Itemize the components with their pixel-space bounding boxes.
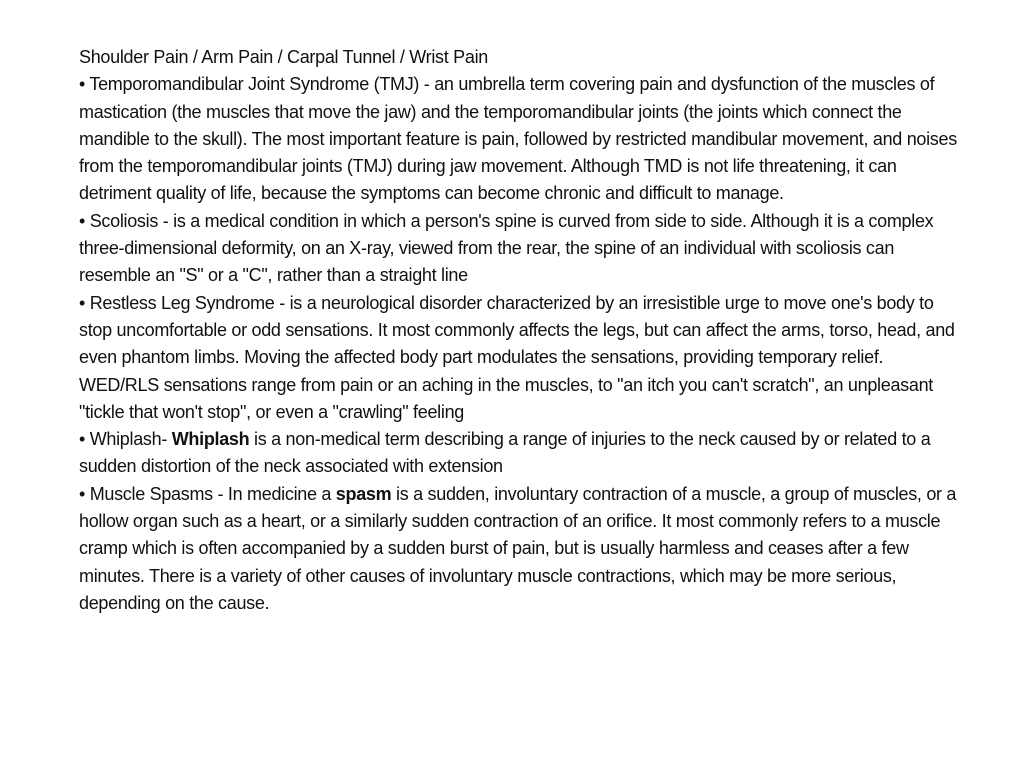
bullet-tmj: • Temporomandibular Joint Syndrome (TMJ) - an umbrella term covering pain and dysfunction of the muscles of mastication (the muscles that move the jaw) and the temporomandibular joints (the joints which connect the mandible to the skull). The most important feature is pain, followed by restricted mandibular movement, and noises from the temporomandibular joints (TMJ) during jaw movement. Although TMD is not life threatening, it can detriment quality of life, because the symptoms can become chronic and difficult to manage. <box>79 74 957 204</box>
muscle-spasms-prefix: • Muscle Spasms - In medicine a <box>79 483 336 504</box>
slide-text-body <box>79 44 959 617</box>
spasm-term: spasm <box>335 483 392 504</box>
whiplash-description: is a non-medical term describing a range of injuries to the neck caused by or related to a sudden distortion of the neck associated with extension <box>79 429 931 477</box>
bullet-scoliosis: • Scoliosis - is a medical condition in which a person's spine is curved from side to side. Although it is a complex three-dimensional deformity, on an X-ray, viewed from the rear, the spine of an individual with scoliosis can resemble an "S" or a "C", rather than a straight line <box>79 210 934 286</box>
whiplash-prefix: • Whiplash- <box>79 429 172 450</box>
bullet-restless-leg: • Restless Leg Syndrome - is a neurological disorder characterized by an irresistible urge to move one's body to stop uncomfortable or odd sensations. It most commonly affects the legs, but can affect the arms, torso, head, and even phantom limbs. Moving the affected body part modulates the sensations, providing temporary relief. <box>79 292 955 368</box>
bullet-whiplash <box>79 426 959 481</box>
heading-shoulder-pain: Shoulder Pain / Arm Pain / Carpal Tunnel / Wrist Pain <box>79 47 488 67</box>
whiplash-term: Whiplash <box>171 429 250 450</box>
muscle-spasms-description: is a sudden, involuntary contraction of a muscle, a group of muscles, or a hollow organ such as a heart, or a similarly sudden contraction of an orifice. It most commonly refers to a muscle cramp which is often accompanied by a sudden burst of pain, but is usually harmless and ceases after a few minutes. There is a variety of other causes of involuntary muscle contractions, which may be more serious, depending on the cause. <box>79 483 957 613</box>
paragraph-wed-rls: WED/RLS sensations range from pain or an aching in the muscles, to "an itch you can't scratch", an unpleasant "tickle that won't stop", or even a "crawling" feeling <box>79 374 933 422</box>
bullet-muscle-spasms <box>79 481 959 617</box>
